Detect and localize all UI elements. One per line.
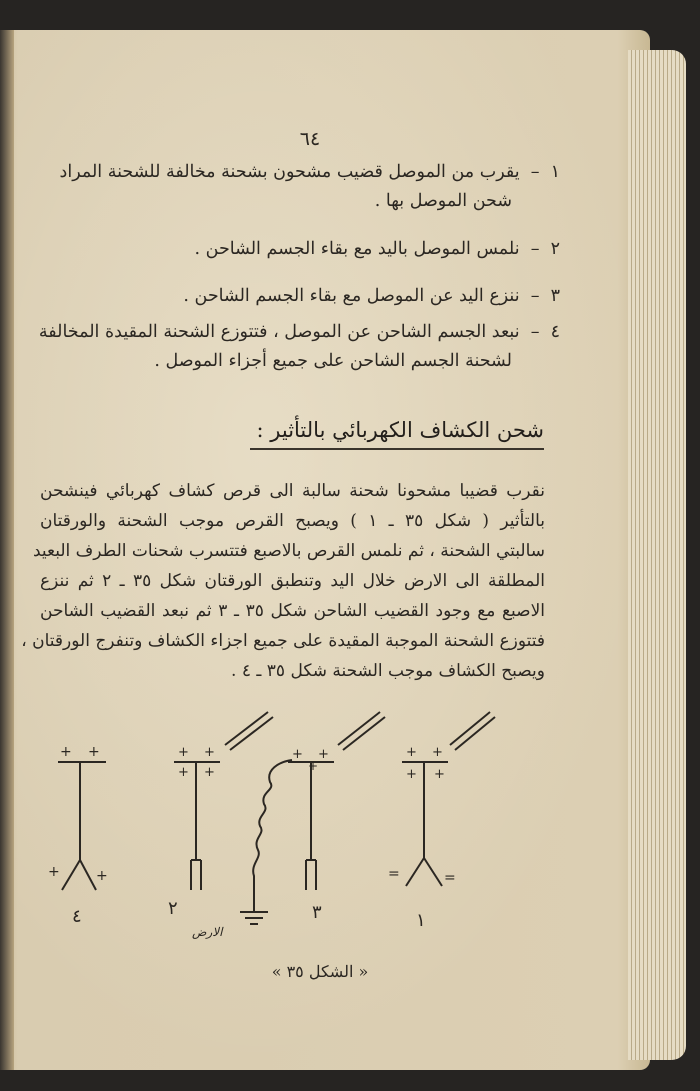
section-heading: شحن الكشاف الكهربائي بالتأثير : — [250, 418, 544, 450]
svg-text:+: + — [204, 765, 215, 780]
svg-text:+: + — [434, 767, 445, 782]
svg-text:+: + — [96, 868, 108, 884]
list-item-text: ٤ – نبعد الجسم الشاحن عن الموصل ، فتتوزع الشحنة المقيدة المخالفة — [38, 322, 560, 342]
svg-text:+: + — [406, 745, 417, 760]
electroscope-2 — [168, 712, 273, 919]
figure-label-4: ٤ — [72, 906, 82, 927]
list-item-number: ٤ — [550, 322, 560, 342]
body-paragraph — [21, 476, 546, 686]
figure-caption: « الشكل ٣٥ » — [271, 962, 369, 981]
paragraph-line: فتتوزع الشحنة الموجبة المقيدة على جميع اجزاء الكشاف وتنفرج الورقتان ، — [21, 631, 545, 651]
electroscope-1 — [388, 712, 495, 931]
ground-label: الارض — [192, 925, 223, 939]
list-item-number: ٣ — [550, 286, 560, 306]
paragraph-line: سالبتي الشحنة ، ثم نلمس القرص بالاصبع فتتسرب شحنات الطرف البعيد — [32, 541, 545, 561]
figure-label-1: ١ — [416, 910, 426, 931]
list-item-2 — [30, 235, 560, 264]
svg-text:+: + — [88, 744, 100, 760]
svg-text:+: + — [292, 747, 303, 762]
svg-text:+: + — [178, 765, 189, 780]
figure-label-2: ٢ — [168, 898, 178, 919]
list-item-text: ٢ – نلمس الموصل باليد مع بقاء الجسم الشاحن . — [194, 239, 560, 259]
electroscope-4 — [48, 744, 108, 927]
svg-text:+: + — [308, 759, 319, 773]
page-number: ٦٤ — [299, 128, 321, 150]
list-item-4 — [30, 318, 560, 376]
list-item-number: ٢ — [550, 239, 560, 259]
list-item-text: ٣ – ننزع اليد عن الموصل مع بقاء الجسم الشاحن . — [183, 286, 560, 306]
figure-label-3: ٣ — [312, 902, 322, 923]
svg-text:=: = — [444, 870, 456, 886]
svg-text:+: + — [406, 767, 417, 782]
page-stack-edges — [628, 50, 686, 1060]
svg-text:+: + — [432, 745, 443, 760]
svg-text:=: = — [388, 866, 400, 882]
list-item-text-cont: لشحنة الجسم الشاحن على جميع أجزاء الموصل . — [154, 351, 512, 371]
svg-text:+: + — [48, 864, 60, 880]
list-item-number: ١ — [550, 162, 560, 182]
electroscope-3 — [192, 712, 385, 939]
svg-text:+: + — [60, 744, 72, 760]
svg-text:+: + — [204, 745, 215, 760]
svg-text:+: + — [318, 747, 329, 762]
list-item-3 — [30, 282, 560, 311]
book-spine-fold — [0, 30, 14, 1070]
paragraph-line: المطلقة الى الارض خلال اليد وتنطبق الورقتان شكل ٣٥ ـ ٢ ثم ننزع — [40, 571, 545, 591]
paragraph-line: الاصبع مع وجود القضيب الشاحن شكل ٣٥ ـ ٣ ثم نبعد القضيب الشاحن — [40, 601, 546, 621]
list-item-1 — [30, 158, 560, 216]
paragraph-line: ويصبح الكشاف موجب الشحنة شكل ٣٥ ـ ٤ . — [231, 661, 545, 681]
list-item-text: ١ – يقرب من الموصل قضيب مشحون بشحنة مخالفة للشحنة المراد — [59, 162, 560, 182]
svg-text:+: + — [178, 745, 189, 760]
figure-35-electroscopes — [30, 700, 530, 950]
list-item-text-cont: شحن الموصل بها . — [374, 191, 512, 211]
paragraph-line: نقرب قضيبا مشحونا شحنة سالبة الى قرص كشاف كهربائي فينشحن — [40, 481, 545, 501]
paragraph-line: بالتأثير ( شكل ٣٥ ـ ١ ) ويصبح القرص موجب الشحنة والورقتان — [40, 511, 545, 531]
